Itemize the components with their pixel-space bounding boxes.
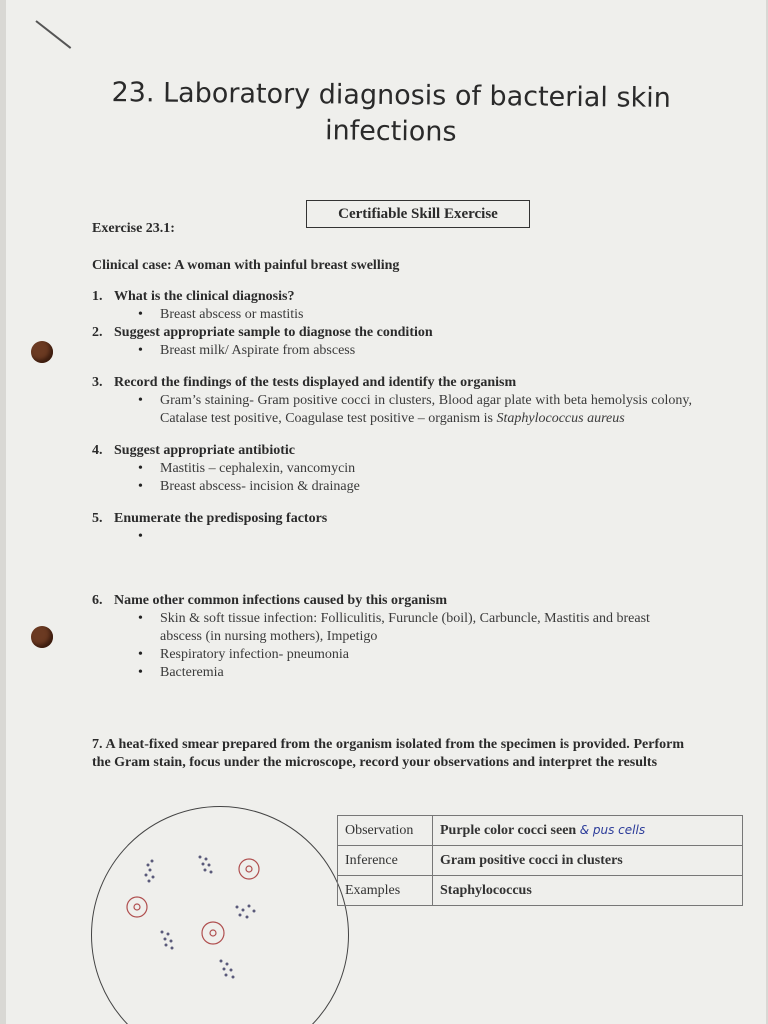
- question-3: 3. Record the findings of the tests displayed and identify the organism: [92, 375, 517, 390]
- handwritten-note: & pus cells: [579, 822, 646, 837]
- punch-hole: [31, 626, 53, 648]
- answer-list-3: [92, 392, 692, 428]
- question-4: 4. Suggest appropriate antibiotic: [92, 443, 295, 458]
- question-2: 2. Suggest appropriate sample to diagnose the condition: [92, 325, 433, 340]
- answer-item: • Gram’s staining- Gram positive cocci in clusters, Blood agar plate with beta hemolysis colony, Catalase test positive, Coagulase test positive – organism is Staphylococcus aureus: [160, 392, 692, 428]
- punch-hole: [31, 341, 53, 363]
- answer-item: • Respiratory infection- pneumonia: [160, 646, 692, 664]
- answer-list-6: [92, 610, 692, 682]
- answer-item: • Skin & soft tissue infection: Folliculitis, Furuncle (boil), Carbuncle, Mastitis and breast abscess (in nursing mothers), Impetigo: [160, 610, 692, 646]
- question-7: 7. A heat-fixed smear prepared from the organism isolated from the specimen is provided. Perform the Gram stain, focus under the microscope, record your observations and interpret the results: [92, 737, 684, 770]
- cocci-drawing: [92, 807, 348, 1024]
- answer-list-5: [92, 528, 692, 546]
- question-5: 5. Enumerate the predisposing factors: [92, 511, 328, 526]
- question-1: 1. What is the clinical diagnosis?: [92, 289, 295, 304]
- certifiable-skill-box: Certifiable Skill Exercise: [306, 200, 530, 228]
- title-line-1: 23. Laboratory diagnosis of bacterial skin: [111, 77, 671, 114]
- table-row: Examples Staphylococcus: [338, 876, 743, 906]
- document-page: [6, 0, 766, 1024]
- answer-item: • Breast abscess- incision & drainage: [160, 478, 692, 496]
- page-title: [66, 75, 717, 154]
- pen-mark: [35, 20, 71, 49]
- answer-item: • Bacteremia: [160, 664, 692, 682]
- table-row: Inference Gram positive cocci in clusters: [338, 846, 743, 876]
- answer-list-2: [92, 342, 692, 360]
- title-line-2: infections: [324, 115, 457, 148]
- table-row: Observation Purple color cocci seen & pus cells: [338, 816, 743, 846]
- answer-list-1: [92, 306, 692, 324]
- clinical-case: Clinical case: A woman with painful breast swelling: [92, 258, 400, 273]
- answer-item: • Mastitis – cephalexin, vancomycin: [160, 460, 692, 478]
- microscope-field-circle: [91, 806, 349, 1024]
- organism-name: Staphylococcus aureus: [496, 411, 625, 426]
- questions-list: [92, 288, 692, 682]
- answer-list-4: [92, 460, 692, 496]
- question-6: 6. Name other common infections caused by this organism: [92, 593, 448, 608]
- answer-item: • Breast milk/ Aspirate from abscess: [160, 342, 692, 360]
- gram-stain-table: [337, 815, 743, 906]
- exercise-label: Exercise 23.1:: [92, 221, 175, 236]
- answer-item: • Breast abscess or mastitis: [160, 306, 692, 324]
- answer-item-empty: [160, 528, 692, 546]
